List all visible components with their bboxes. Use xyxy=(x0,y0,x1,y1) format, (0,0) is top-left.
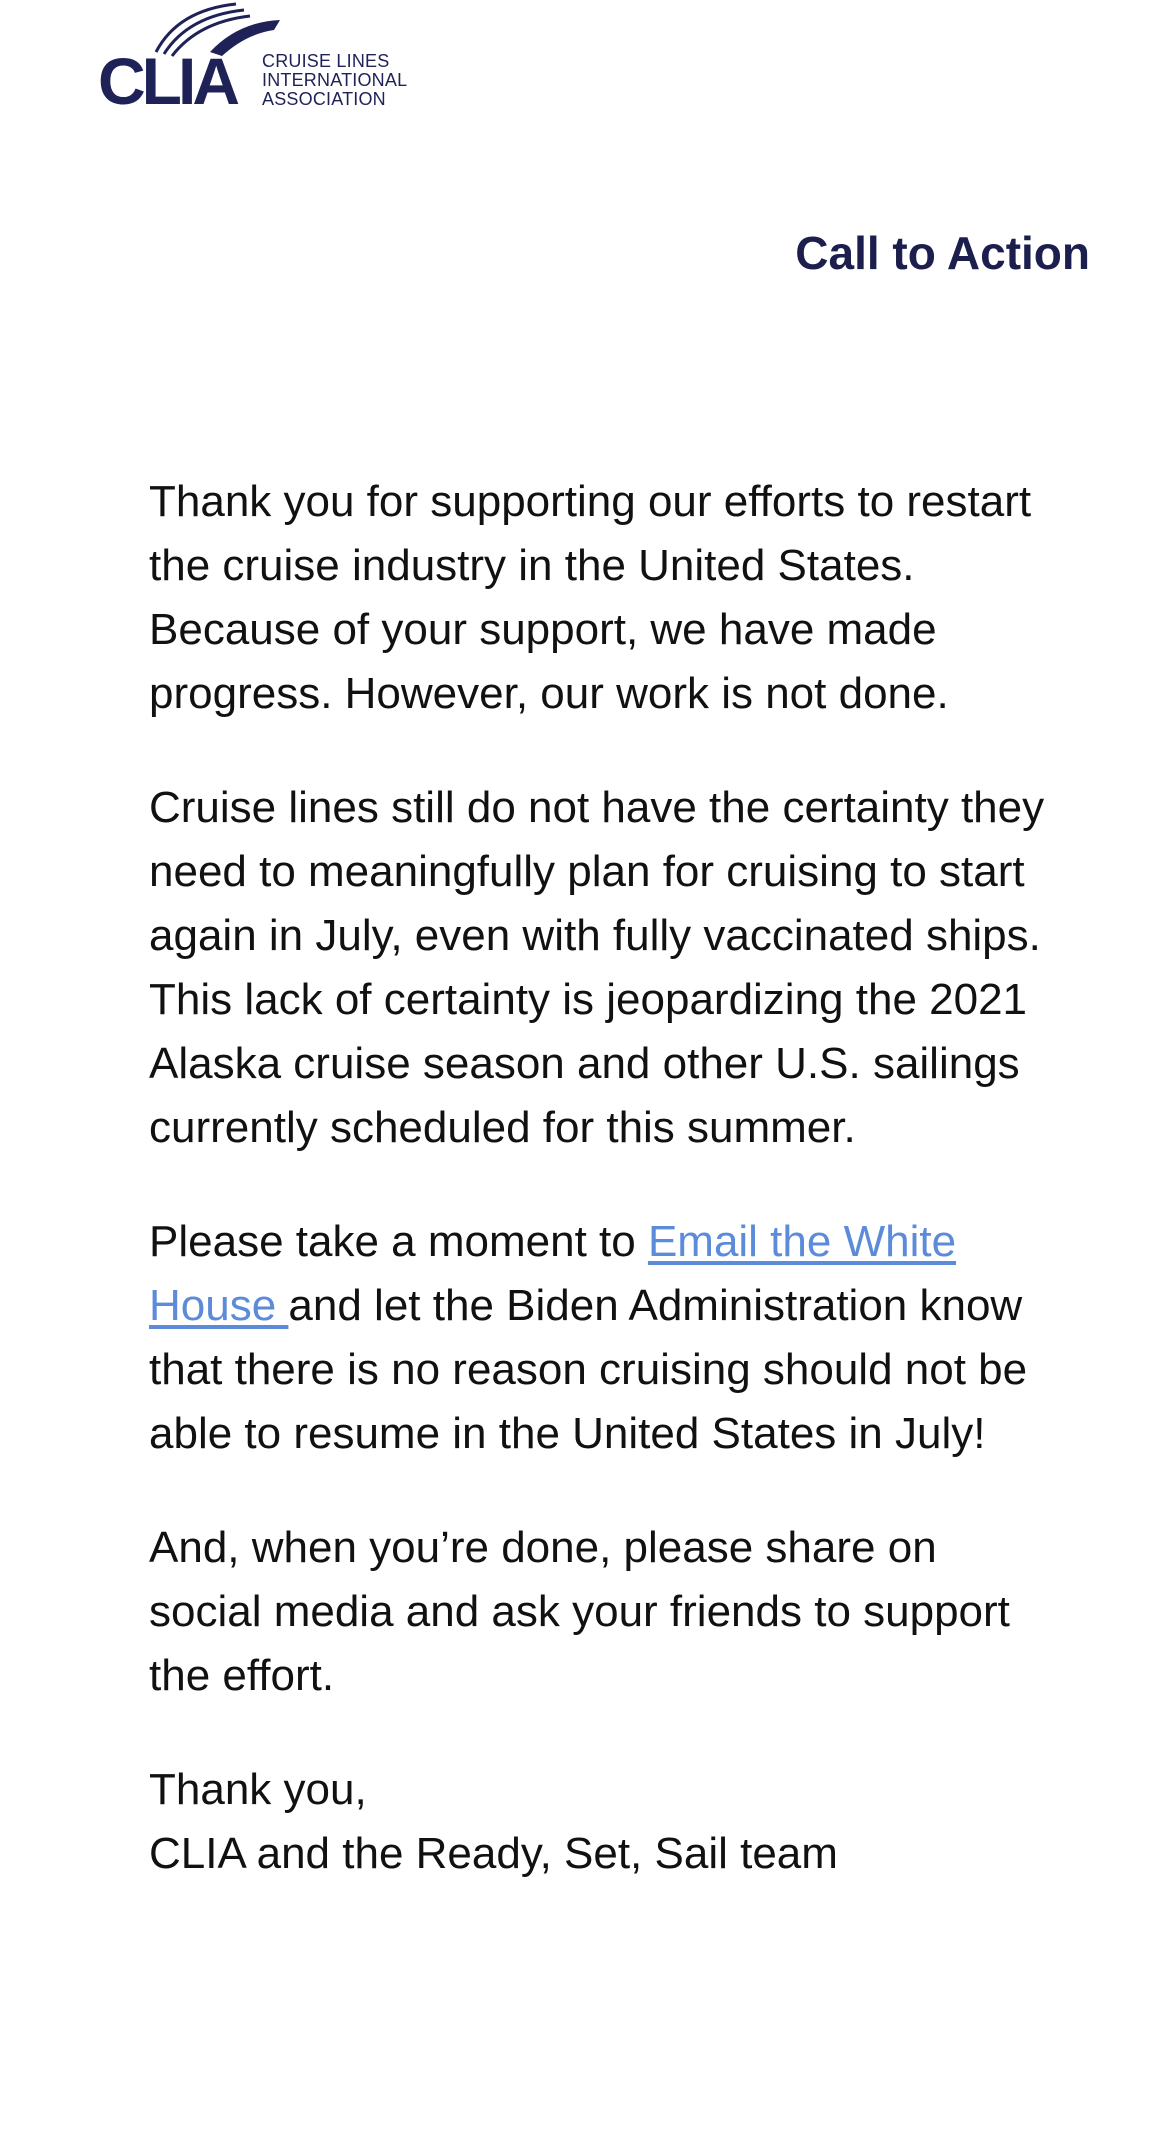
paragraph-certainty: Cruise lines still do not have the certainty they need to meaningfully plan for cruising to start again in July, even with fully vaccinated ships. This lack of certainty is jeopardizing the 2021 Alaska cruise season and other U.S. sailings currently scheduled for this summer. xyxy=(149,783,1045,1152)
signoff-team: CLIA and the Ready, Set, Sail team xyxy=(149,1829,838,1878)
clia-logo xyxy=(98,0,418,110)
svg-text:CLIA: CLIA xyxy=(98,44,236,110)
paragraph-share: And, when you’re done, please share on social media and ask your friends to support the effort. xyxy=(149,1523,1010,1700)
logo-line: ASSOCIATION xyxy=(262,89,386,109)
paragraph-call-to-action xyxy=(149,1210,1049,1466)
page-title: Call to Action xyxy=(795,227,1090,279)
logo-wordmark xyxy=(262,52,407,109)
email-body xyxy=(149,470,1049,1936)
signoff-thanks: Thank you, xyxy=(149,1765,367,1814)
signoff xyxy=(149,1758,1049,1886)
cta-text-after: and let the Biden Administration know that there is no reason cruising should not be able to resume in the United States in July! xyxy=(149,1281,1028,1458)
cta-text-before: Please take a moment to xyxy=(149,1217,648,1266)
logo-line: INTERNATIONAL xyxy=(262,70,408,90)
email-white-house-link[interactable]: Email the White House xyxy=(149,1217,957,1330)
logo-line: CRUISE LINES xyxy=(262,51,390,71)
paragraph-thanks: Thank you for supporting our efforts to restart the cruise industry in the United States. Because of your support, we have made progress. However, our work is not done. xyxy=(149,477,1032,718)
